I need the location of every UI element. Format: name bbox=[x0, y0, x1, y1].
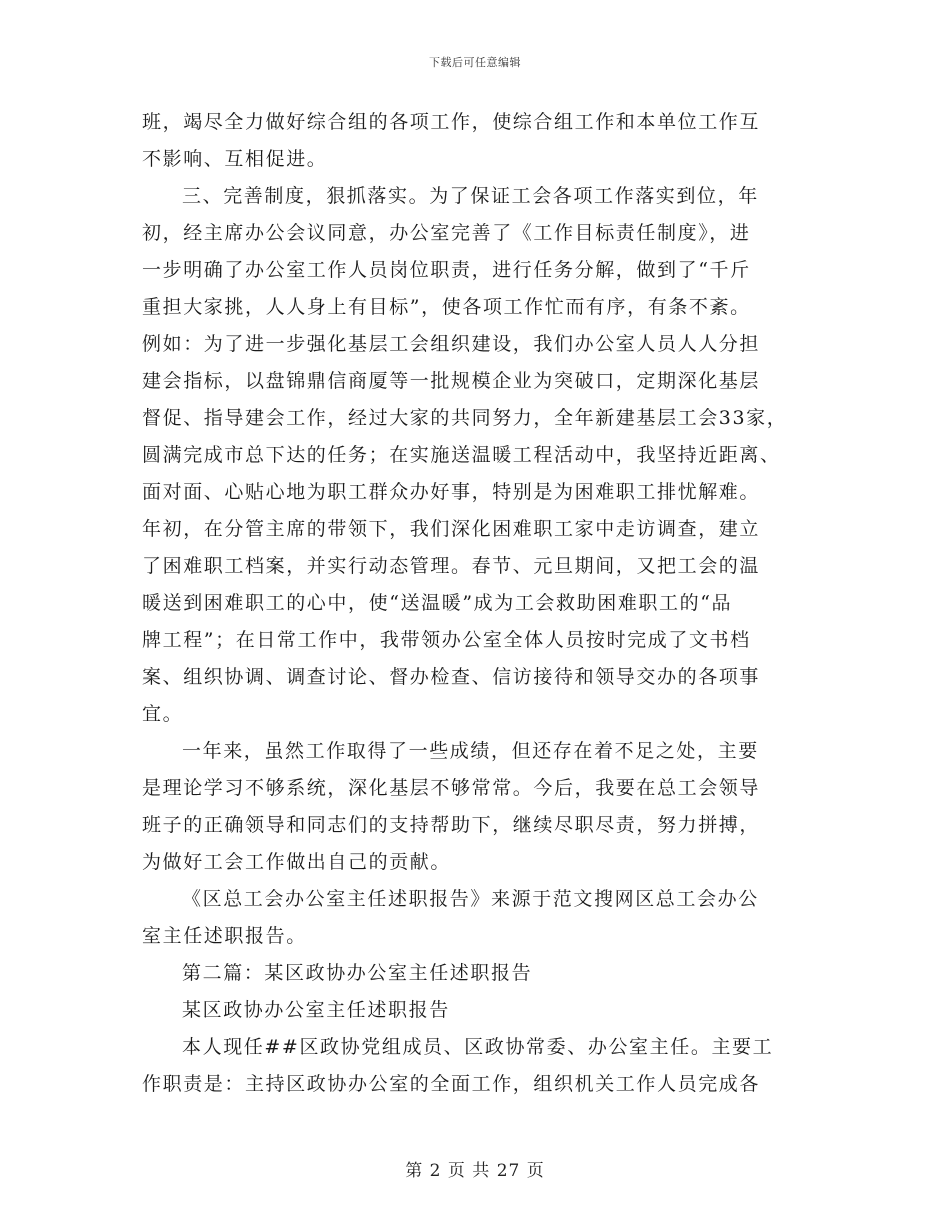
text-line: 例如：为了进一步强化基层工会组织建设，我们办公室人员人人分担 bbox=[142, 333, 761, 355]
text-line: 督促、指导建会工作，经过大家的共同努力，全年新建基层工会33家， bbox=[142, 407, 788, 429]
text-line: 牌工程”；在日常工作中，我带领办公室全体人员按时完成了文书档 bbox=[142, 629, 751, 651]
section-title: 第二篇：某区政协办公室主任述职报告 bbox=[182, 962, 533, 984]
text-line: 一年来，虽然工作取得了一些成绩，但还存在着不足之处，主要 bbox=[182, 740, 759, 762]
text-line: 作职责是：主持区政协办公室的全面工作，组织机关工作人员完成各 bbox=[142, 1073, 761, 1095]
text-line: 《区总工会办公室主任述职报告》来源于范文搜网区总工会办公 bbox=[182, 888, 759, 910]
text-line: 一步明确了办公室工作人员岗位职责，进行任务分解，做到了“千斤 bbox=[142, 259, 751, 281]
text-line: 不影响、互相促进。 bbox=[142, 148, 328, 170]
text-line: 案、组织协调、调查讨论、督办检查、信访接待和领导交办的各项事 bbox=[142, 666, 761, 688]
text-line: 室主任述职报告。 bbox=[142, 925, 307, 947]
document-body bbox=[142, 104, 822, 1103]
text-line: 建会指标，以盘锦鼎信商厦等一批规模企业为突破口，定期深化基层 bbox=[142, 370, 761, 392]
text-line: 年初，在分管主席的带领下，我们深化困难职工家中走访调查，建立 bbox=[142, 518, 761, 540]
text-line: 为做好工会工作做出自己的贡献。 bbox=[142, 851, 452, 873]
text-line: 面对面、心贴心地为职工群众办好事，特别是为困难职工排忧解难。 bbox=[142, 481, 761, 503]
text-line: 了困难职工档案，并实行动态管理。春节、元旦期间，又把工会的温 bbox=[142, 555, 761, 577]
text-line: 圆满完成市总下达的任务；在实施送温暖工程活动中，我坚持近距离、 bbox=[142, 444, 781, 466]
text-line: 是理论学习不够系统，深化基层不够常常。今后，我要在总工会领导 bbox=[142, 777, 761, 799]
page-footer: 第 2 页 共 27 页 bbox=[405, 1161, 545, 1181]
page-header: 下载后可任意编辑 bbox=[429, 56, 521, 69]
text-line: 班子的正确领导和同志们的支持帮助下，继续尽职尽责，努力拼搏， bbox=[142, 814, 761, 836]
text-line: 班，竭尽全力做好综合组的各项工作，使综合组工作和本单位工作互 bbox=[142, 111, 761, 133]
text-line: 宜。 bbox=[142, 703, 184, 725]
text-line: 三、完善制度，狠抓落实。为了保证工会各项工作落实到位，年 bbox=[182, 185, 759, 207]
text-line: 初，经主席办公会议同意，办公室完善了《工作目标责任制度》，进 bbox=[142, 222, 751, 244]
text-line: 暖送到困难职工的心中，使“送温暖”成为工会救助困难职工的“品 bbox=[142, 592, 733, 614]
text-line: 本人现任##区政协党组成员、区政协常委、办公室主任。主要工 bbox=[182, 1036, 774, 1058]
section-subtitle: 某区政协办公室主任述职报告 bbox=[182, 999, 450, 1021]
text-line: 重担大家挑，人人身上有目标”，使各项工作忙而有序，有条不紊。 bbox=[142, 296, 751, 318]
